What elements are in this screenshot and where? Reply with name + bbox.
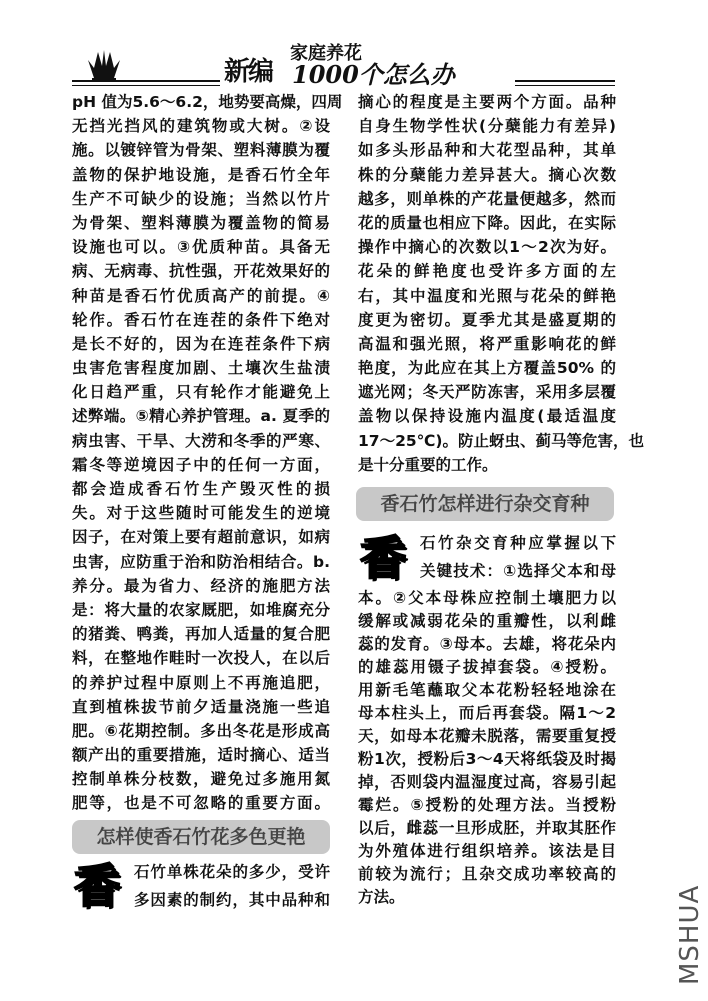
text-line: 蕊的发育。③母本。去雄，将花朵内 <box>358 635 616 653</box>
series-prefix: 新编 <box>224 57 273 87</box>
text-line: 越多，则单株的产花量便越多，然而 <box>358 189 616 208</box>
text-line: 天，如母本花瓣未脱落，需要重复授 <box>358 727 616 745</box>
text-line: 都会造成香石竹生产毁灭性的损 <box>72 480 330 498</box>
text-line: 病虫害、干旱、大涝和冬季的严寒、 <box>72 431 330 450</box>
text-line: 无挡光挡风的建筑物或大树。②设 <box>72 117 330 136</box>
text-line: 霉烂。⑤授粉的处理方法。当授粉 <box>358 796 616 814</box>
text-line: 多因素的制约，其中品种和 <box>134 891 330 909</box>
text-line: 关键技术：①选择父本和母 <box>420 562 616 580</box>
text-line: 株的分蘖能力差异甚大。摘心次数 <box>358 165 616 184</box>
text-line: 盖物以保持设施内温度(最适温度 <box>358 407 616 426</box>
text-line: 方法。 <box>358 888 405 906</box>
text-line: 17～25℃)。防止蚜虫、蓟马等危害，也 <box>358 431 644 450</box>
right-section-intro <box>358 529 616 585</box>
lotus-icon <box>86 48 122 82</box>
text-line: 肥。⑥花期控制。多出冬花是形成高 <box>72 721 330 740</box>
text-line: 右，其中温度和光照与花朵的鲜艳 <box>358 286 616 305</box>
text-line: 为骨架、塑料薄膜为覆盖物的简易 <box>72 213 330 232</box>
text-line: 自身生物学性状(分蘖能力有差异) <box>358 117 616 136</box>
text-line: 盖物的保护地设施，是香石竹全年 <box>72 165 330 184</box>
text-line: 石竹单株花朵的多少，受许 <box>134 863 330 881</box>
dropcap: 香 <box>74 859 120 913</box>
text-line: 前较为流行；且杂交成功率较高的 <box>358 865 616 883</box>
left-column <box>72 90 343 816</box>
text-line: 的养护过程中原则上不再施追肥， <box>72 673 330 692</box>
text-line: 的猪粪、鸭粪，再加人适量的复合肥 <box>72 625 330 644</box>
section-heading-colors: 怎样使香石竹花多色更艳 <box>72 820 330 854</box>
text-line: 石竹杂交育种应掌握以下 <box>420 534 616 552</box>
text-line: 是十分重要的工作。 <box>358 455 498 474</box>
text-line: 虫害危害程度加剧、土壤次生盐渍 <box>72 359 330 378</box>
text-line: pH 值为5.6～6.2，地势要高燥，四周 <box>72 93 343 111</box>
text-line: 为外殖体进行组织培养。该法是目 <box>358 842 616 860</box>
text-line: 施。以镀锌管为骨架、塑料薄膜为覆 <box>72 141 330 160</box>
text-line: 粉1次，授粉后3～4天将纸袋及时揭 <box>358 750 616 768</box>
header-rule-left <box>72 80 220 86</box>
text-line: 掉，否则袋内温湿度过高，容易引起 <box>358 773 616 791</box>
text-line: 花朵的鲜艳度也受许多方面的左 <box>358 262 616 281</box>
right-section-body <box>358 587 616 909</box>
text-line: 设施也可以。③优质种苗。具备无 <box>72 238 330 257</box>
text-line: 化日趋严重，只有轮作才能避免上 <box>72 383 330 402</box>
text-line: 生产不可缺少的设施；当然以竹片 <box>72 189 330 208</box>
text-line: 缓解或减弱花朵的重瓣性，以利雌 <box>358 612 616 630</box>
section-heading-hybrid: 香石竹怎样进行杂交育种 <box>356 487 614 521</box>
text-line: 艳度，为此应在其上方覆盖50% 的 <box>358 359 616 378</box>
text-line: 以后，雌蕊一旦形成胚，并取其胚作 <box>358 819 616 837</box>
book-title: 1000个怎么办 <box>292 60 455 89</box>
left-section-body <box>72 858 330 914</box>
text-line: 轮作。香石竹在连茬的条件下绝对 <box>72 310 330 329</box>
text-line: 度更为密切。夏季尤其是盛夏期的 <box>358 310 616 329</box>
text-line: 是：将大量的农家厩肥，如堆腐充分 <box>72 600 330 619</box>
text-line: 养分。最为省力、经济的施肥方法 <box>72 576 330 595</box>
text-line: 种苗是香石竹优质高产的前提。④ <box>72 286 330 305</box>
text-line: 摘心的程度是主要两个方面。品种 <box>358 93 616 111</box>
text-line: 操作中摘心的次数以1～2次为好。 <box>358 238 616 257</box>
text-line: 控制单株分枝数，避免过多施用氮 <box>72 770 330 789</box>
text-line: 病、无病毒、抗性强，开花效果好的 <box>72 262 330 281</box>
text-line: 高温和强光照，将严重影响花的鲜 <box>358 334 616 353</box>
dropcap: 香 <box>360 531 406 585</box>
text-line: 用新毛笔蘸取父本花粉轻轻地涂在 <box>358 681 616 699</box>
text-line: 是长不好的，因为在连茬条件下病 <box>72 334 330 353</box>
text-line: 直到植株拔节前夕适量浇施一些追 <box>72 697 330 716</box>
right-column <box>358 90 644 477</box>
text-line: 如多头形品种和大花型品种，其单 <box>358 141 616 160</box>
text-line: 母本柱头上，而后再套袋。隔1～2 <box>358 704 616 722</box>
text-line: 的雄蕊用镊子拔掉套袋。④授粉。 <box>358 658 616 676</box>
text-line: 花的质量也相应下降。因此，在实际 <box>358 213 616 232</box>
watermark: MSHUA <box>675 884 705 985</box>
page-header <box>0 0 708 88</box>
text-line: 遮光网；冬天严防冻害，采用多层覆 <box>358 383 616 402</box>
text-line: 虫害，应防重于治和防治相结合。b. <box>72 552 330 571</box>
text-line: 失。对于这些随时可能发生的逆境 <box>72 504 330 523</box>
book-subtitle: 家庭养花 <box>290 43 362 64</box>
text-line: 述弊端。⑤精心养护管理。a. 夏季的 <box>72 407 330 426</box>
text-line: 料，在整地作畦时一次投人，在以后 <box>72 649 330 668</box>
text-line: 额产出的重要措施，适时摘心、适当 <box>72 746 330 765</box>
text-line: 本。②父本母株应控制土壤肥力以 <box>358 589 616 607</box>
text-line: 因子，在对策上要有超前意识，如病 <box>72 528 330 547</box>
text-line: 霜冬等逆境因子中的任何一方面， <box>72 455 330 474</box>
header-rule-right <box>515 80 615 86</box>
text-line: 肥等，也是不可忽略的重要方面。 <box>72 794 330 813</box>
